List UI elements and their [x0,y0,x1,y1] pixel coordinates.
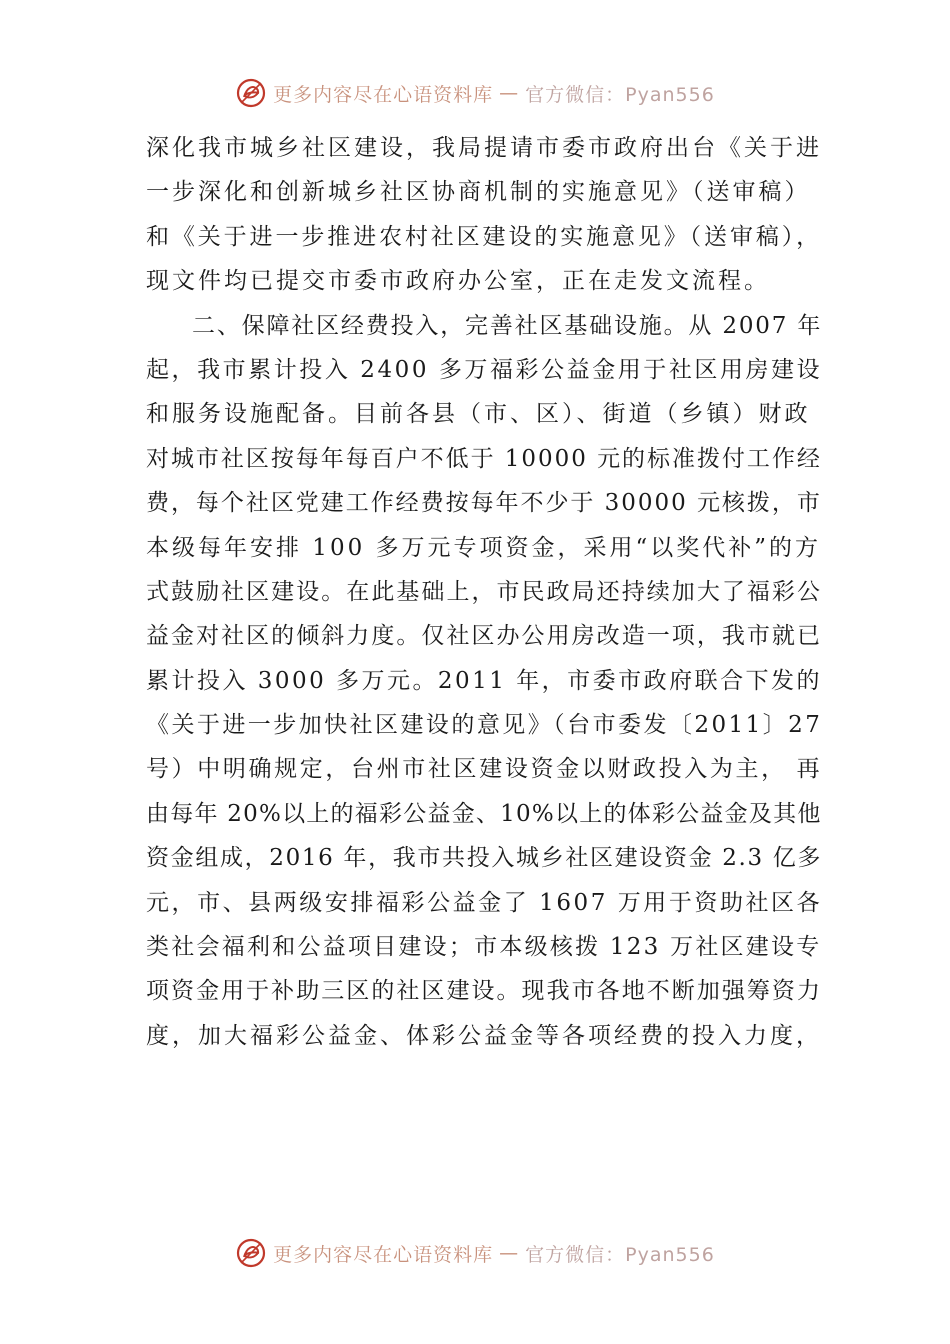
text-line-14: 《关于进一步加快社区建设的意见》（台市委发〔2011〕27 [146,712,823,739]
text-line-15: 号）中明确规定，台州市社区建设资金以财政投入为主， 再 [146,756,823,783]
text-line-3: 和《关于进一步推进农村社区建设的实施意见》（送审稿）， [146,223,822,250]
text-line-12: 益金对社区的倾斜力度。仅社区办公用房改造一项，我市就已 [146,623,822,650]
text-line-19: 类社会福利和公益项目建设；市本级核拨 123 万社区建设专 [146,934,822,961]
header-watermark [0,77,950,109]
text-line-17: 资金组成，2016 年，我市共投入城乡社区建设资金 2.3 亿多 [146,845,823,872]
text-line-13: 累计投入 3000 多万元。2011 年，市委市政府联合下发的 [146,667,822,694]
text-line-20: 项资金用于补助三区的社区建设。现我市各地不断加强筹资力 [146,978,822,1005]
watermark-wechat: 官方微信：Pyan556 [525,1243,715,1266]
watermark-separator: — [499,82,520,104]
text-line-2: 一步深化和创新城乡社区协商机制的实施意见》（送审稿） [146,179,811,206]
text-line-16: 由每年 20%以上的福彩公益金、10%以上的体彩公益金及其他 [146,800,822,827]
watermark-separator: — [499,1242,520,1264]
footer-watermark [0,1237,950,1269]
section-heading-line: 二、保障社区经费投入，完善社区基础设施。从 2007 年 [192,312,823,339]
text-line-9: 费，每个社区党建工作经费按每年不少于 30000 元核拨，市 [146,490,822,517]
document-body [146,126,822,1058]
text-line-11: 式鼓励社区建设。在此基础上，市民政局还持续加大了福彩公 [146,578,822,605]
text-line-7: 和服务设施配备。目前各县（市、区）、街道（乡镇）财政 [146,401,811,428]
watermark-wechat: 官方微信：Pyan556 [525,83,715,106]
text-line-10: 本级每年安排 100 多万元专项资金，采用“以奖代补”的方 [146,534,822,561]
watermark-text: 更多内容尽在心语资料库 [273,83,494,106]
text-line-1: 深化我市城乡社区建设，我局提请市委市政府出台《关于进 [146,135,822,161]
watermark-text: 更多内容尽在心语资料库 [273,1243,494,1266]
signature-logo-icon [235,77,267,109]
text-line-6: 起，我市累计投入 2400 多万福彩公益金用于社区用房建设 [146,356,823,383]
signature-logo-icon [235,1237,267,1269]
text-line-21: 度，加大福彩公益金、体彩公益金等各项经费的投入力度， [146,1022,822,1049]
text-line-4: 现文件均已提交市委市政府办公室，正在走发文流程。 [146,268,770,295]
text-line-18: 元，市、县两级安排福彩公益金了 1607 万用于资助社区各 [146,889,823,916]
text-line-8: 对城市社区按每年每百户不低于 10000 元的标准拨付工作经 [146,445,822,472]
